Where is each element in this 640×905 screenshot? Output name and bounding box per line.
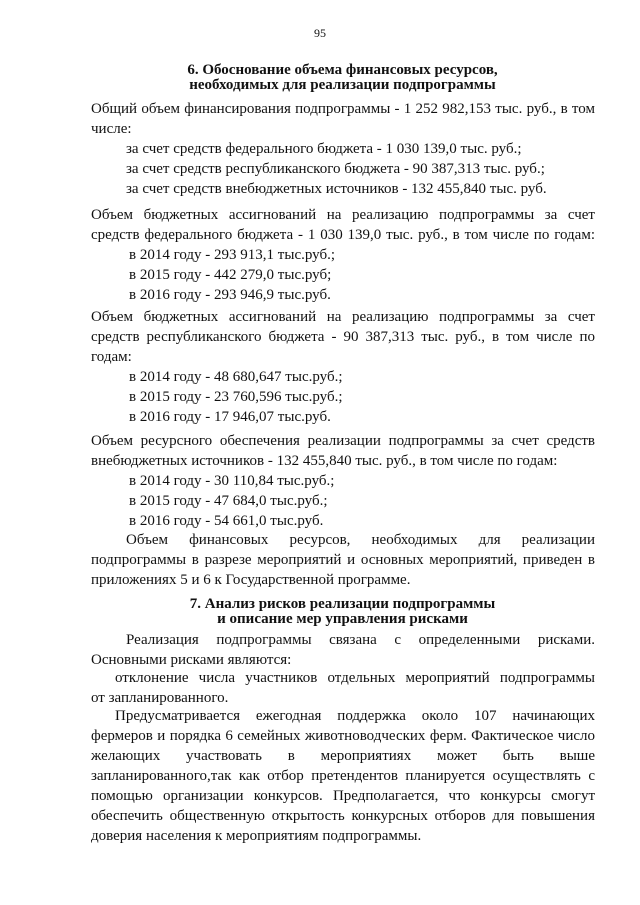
risk-support-line-5: помощью организации конкурсов. Предполагается, что конкурсы смогут: [91, 788, 595, 804]
total-line-1: Общий объем финансирования подпрограммы - 1 252 982,153 тыс. руб., в том: [91, 101, 595, 117]
risk-support-line-6: обеспечить общественную открытость конкурсных отборов для повышения: [91, 808, 595, 824]
appendix-line-1: Объем финансовых ресурсов, необходимых для реализации: [126, 532, 595, 548]
risk-intro-paragraph: [91, 630, 595, 670]
appendix-paragraph: [91, 530, 595, 590]
section-6-title-line1: 6. Обоснование объема финансовых ресурсов,: [187, 62, 498, 78]
section-7-heading: [90, 597, 595, 627]
risk-support-line-7: доверия населения к мероприятиям подпрограммы.: [91, 828, 422, 844]
risk-support-line-4: запланированного,так как отбор претендентов планируется осуществлять с: [91, 768, 595, 784]
risk-support-paragraph: [91, 706, 595, 846]
extra-year-2016: в 2016 году - 54 661,0 тыс.руб.: [129, 513, 324, 529]
federal-line-2: средств федерального бюджета - 1 030 139,0 тыс. руб., в том числе по годам:: [91, 227, 595, 243]
risk-deviation-paragraph: [91, 668, 595, 708]
risk-support-line-1: Предусматривается ежегодная поддержка около 107 начинающих: [115, 708, 595, 724]
section-7-title-line2: и описание мер управления рисками: [217, 611, 468, 627]
risk-deviation-line-2: от запланированного.: [91, 690, 229, 706]
source-federal: за счет средств федерального бюджета - 1 030 139,0 тыс. руб.;: [126, 141, 522, 157]
total-line-2: числе:: [91, 121, 132, 137]
extra-line-2: внебюджетных источников - 132 455,840 тыс. руб., в том числе по годам:: [91, 453, 558, 469]
section-7-title-line1: 7. Анализ рисков реализации подпрограммы: [189, 596, 496, 612]
appendix-line-2: подпрограммы в разрезе мероприятий и основных мероприятий, приведен в: [91, 552, 595, 568]
source-extrabudget: за счет средств внебюджетных источников - 132 455,840 тыс. руб.: [126, 181, 547, 197]
extra-year-2015: в 2015 году - 47 684,0 тыс.руб.;: [129, 493, 328, 509]
federal-budget-paragraph: [91, 205, 595, 305]
republic-year-2014: в 2014 году - 48 680,647 тыс.руб.;: [129, 369, 343, 385]
republic-budget-paragraph: [91, 307, 595, 427]
extra-line-1: Объем ресурсного обеспечения реализации подпрограммы за счет средств: [91, 433, 595, 449]
extra-year-2014: в 2014 году - 30 110,84 тыс.руб.;: [129, 473, 335, 489]
total-financing-paragraph: [91, 99, 595, 199]
republic-year-2015: в 2015 году - 23 760,596 тыс.руб.;: [129, 389, 343, 405]
federal-line-1: Объем бюджетных ассигнований на реализацию подпрограммы за счет: [91, 207, 595, 223]
federal-year-2015: в 2015 году - 442 279,0 тыс.руб;: [129, 267, 332, 283]
risk-support-line-2: фермеров и порядка 6 семейных животноводческих ферм. Фактическое число: [91, 728, 595, 744]
republic-line-2: средств республиканского бюджета - 90 387,313 тыс. руб., в том числе по: [91, 329, 595, 345]
page-number: 95: [314, 26, 326, 40]
federal-year-2016: в 2016 году - 293 946,9 тыс.руб.: [129, 287, 331, 303]
republic-year-2016: в 2016 году - 17 946,07 тыс.руб.: [129, 409, 331, 425]
risk-intro-line-2: Основными рисками являются:: [91, 652, 292, 668]
republic-line-3: годам:: [91, 349, 132, 365]
appendix-line-3: приложениях 5 и 6 к Государственной программе.: [91, 572, 411, 588]
extrabudget-paragraph: [91, 431, 595, 531]
republic-line-1: Объем бюджетных ассигнований на реализацию подпрограммы за счет: [91, 309, 595, 325]
section-6-heading: [90, 63, 595, 93]
section-6-title-line2: необходимых для реализации подпрограммы: [189, 77, 496, 93]
risk-deviation-line-1: отклонение числа участников отдельных мероприятий подпрограммы: [115, 670, 595, 686]
risk-intro-line-1: Реализация подпрограммы связана с определенными рисками.: [126, 632, 595, 648]
federal-year-2014: в 2014 году - 293 913,1 тыс.руб.;: [129, 247, 336, 263]
source-republic: за счет средств республиканского бюджета - 90 387,313 тыс. руб.;: [126, 161, 545, 177]
risk-support-line-3: желающих участвовать в мероприятиях может быть выше: [91, 748, 595, 764]
